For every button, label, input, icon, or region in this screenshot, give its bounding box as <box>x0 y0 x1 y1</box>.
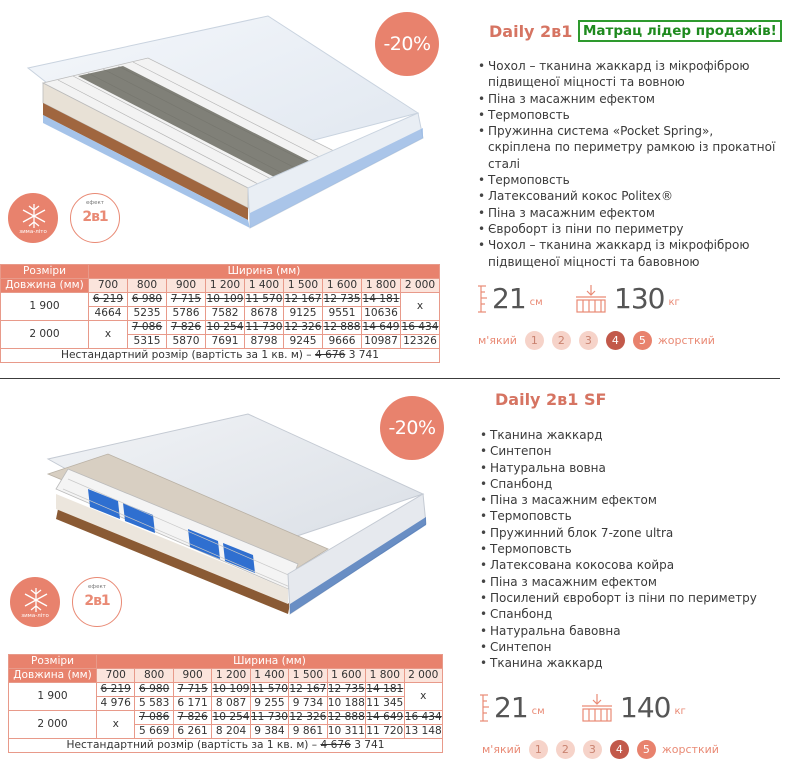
length-row-label: 1 900 <box>9 683 97 711</box>
width-col: 1 400 <box>250 669 288 683</box>
weight-load-icon <box>574 284 608 314</box>
new-price: 8 087 <box>212 697 250 711</box>
width-col: 1 400 <box>245 279 284 293</box>
length-row-label: 2 000 <box>9 711 97 739</box>
size-header: Розміри <box>1 265 89 279</box>
custom-size-new-price: 3 741 <box>348 349 380 361</box>
old-price: 14 181 <box>362 293 400 305</box>
season-badge <box>8 193 58 243</box>
feature-item: • Тканина жаккард <box>480 655 780 671</box>
new-price: 8798 <box>245 335 284 349</box>
new-price: 4 976 <box>97 697 135 711</box>
width-col: 800 <box>128 279 167 293</box>
height-spec <box>480 691 545 724</box>
old-price: 6 980 <box>135 683 173 697</box>
feature-list <box>478 58 778 270</box>
width-col: 1 600 <box>327 669 365 683</box>
feature-item: • Синтепон <box>480 443 780 459</box>
old-price: 7 086 <box>135 711 173 725</box>
old-price: 12 326 <box>289 711 327 723</box>
firmness-scale <box>482 740 719 759</box>
season-badge <box>10 577 60 627</box>
discount-badge: -20% <box>375 12 439 76</box>
width-header: Ширина (мм) <box>89 265 440 279</box>
old-price: 12 167 <box>289 683 327 695</box>
old-price: 10 109 <box>206 293 244 305</box>
width-col: 1 800 <box>362 279 401 293</box>
old-price: 10 254 <box>206 321 244 333</box>
firmness-level-1: 1 <box>529 740 548 759</box>
new-price: 5870 <box>167 335 206 349</box>
firmness-level-2: 2 <box>552 331 571 350</box>
old-price: 12 167 <box>284 293 322 305</box>
new-price: 10 188 <box>327 697 365 709</box>
old-price: 6 980 <box>128 293 167 307</box>
new-price: 11 720 <box>366 725 404 737</box>
height-icon <box>478 284 492 314</box>
width-col: 700 <box>89 279 128 293</box>
old-price: 6 219 <box>89 293 128 307</box>
new-price: 6 171 <box>173 697 211 711</box>
width-col: 1 800 <box>366 669 404 683</box>
old-price: 16 434 <box>404 711 442 723</box>
firmness-level-4: 4 <box>606 331 625 350</box>
custom-size-old-price: 4 676 <box>314 349 346 361</box>
custom-size-old-price: 4 676 <box>320 739 351 751</box>
feature-item: • Піна з масажним ефектом <box>478 205 778 221</box>
feature-list <box>480 427 780 671</box>
season-badge-text: зима-літо <box>19 229 47 235</box>
old-price: 12 326 <box>284 321 322 333</box>
old-price: 7 086 <box>128 321 167 335</box>
height-spec <box>478 282 543 315</box>
feature-item: • Термоповсть <box>480 541 780 557</box>
product-daily-2v1-sf <box>0 381 785 783</box>
new-price: 9666 <box>323 335 362 349</box>
new-price: 9 861 <box>289 725 327 739</box>
custom-size-new-price: 3 741 <box>354 739 385 751</box>
new-price: 9 384 <box>250 725 288 739</box>
length-row-label: 2 000 <box>1 321 89 349</box>
feature-item: • Піна з масажним ефектом <box>480 492 780 508</box>
firmness-level-1: 1 <box>525 331 544 350</box>
feature-item: • Євроборт із піни по периметру <box>478 221 778 237</box>
feature-item: • Термоповсть <box>480 508 780 524</box>
width-col: 1 500 <box>289 669 327 683</box>
new-price: 10987 <box>362 335 401 349</box>
old-price: 14 181 <box>366 683 404 695</box>
new-price: 10636 <box>362 307 401 321</box>
custom-size-label: Нестандартний розмір (вартість за 1 кв. м) – <box>60 349 312 361</box>
width-col: 2 000 <box>404 669 443 683</box>
price-table <box>8 654 443 753</box>
width-col: 1 500 <box>284 279 323 293</box>
feature-item: • Латексований кокос Politex® <box>478 188 778 204</box>
width-col: 800 <box>135 669 173 683</box>
new-price: 5786 <box>167 307 206 321</box>
feature-item: • Натуральна бавовна <box>480 623 780 639</box>
firmness-hard-label: жорсткий <box>661 743 719 756</box>
feature-item: • Спанбонд <box>480 476 780 492</box>
new-price: 5235 <box>128 307 167 321</box>
old-price: 7 826 <box>167 321 206 335</box>
effect-badge <box>72 577 122 627</box>
new-price: 9551 <box>323 307 362 321</box>
height-unit: см <box>529 297 543 308</box>
load-value: 130 <box>614 282 665 315</box>
new-price: 12326 <box>401 335 440 349</box>
feature-item: • Термоповсть <box>478 107 778 123</box>
new-price: 8678 <box>245 307 284 321</box>
feature-item: • Пружинний блок 7-zone ultra <box>480 525 780 541</box>
snowflake-sun-icon <box>9 194 59 244</box>
price-table <box>0 264 440 363</box>
firmness-level-4: 4 <box>610 740 629 759</box>
product-title: Daily 2в1 <box>489 22 573 41</box>
old-price: 11 570 <box>250 683 288 695</box>
new-price: 13 148 <box>404 725 442 737</box>
unavailable-mark: x <box>97 711 135 739</box>
custom-size-note <box>1 349 440 363</box>
height-value: 21 <box>494 691 528 724</box>
feature-item: • Посилений євроборт із піни по периметру <box>480 590 780 606</box>
snowflake-sun-icon <box>11 578 61 628</box>
unavailable-mark: x <box>401 293 440 321</box>
width-col: 900 <box>167 279 206 293</box>
new-price: 5315 <box>128 335 167 349</box>
feature-item: • Натуральна вовна <box>480 460 780 476</box>
old-price: 14 649 <box>366 711 404 723</box>
feature-item: • Чохол – тканина жаккард із мікрофіброю підвищеної міцності та бавовною <box>478 237 778 270</box>
old-price: 10 254 <box>212 711 250 723</box>
custom-size-label: Нестандартний розмір (вартість за 1 кв. м) – <box>66 739 318 751</box>
unavailable-mark: x <box>89 321 128 349</box>
new-price: 9 255 <box>250 697 288 711</box>
weight-load-icon <box>580 693 614 723</box>
firmness-hard-label: жорсткий <box>657 334 715 347</box>
firmness-level-3: 3 <box>583 740 602 759</box>
old-price: 11 730 <box>245 321 283 333</box>
discount-badge: -20% <box>380 396 444 460</box>
load-spec <box>574 282 680 315</box>
firmness-level-2: 2 <box>556 740 575 759</box>
firmness-soft-label: м'який <box>478 334 517 347</box>
feature-item: • Чохол – тканина жаккард із мікрофіброю підвищеної міцності та вовною <box>478 58 778 91</box>
load-value: 140 <box>620 691 671 724</box>
old-price: 12 735 <box>327 683 365 695</box>
width-col: 1 200 <box>206 279 245 293</box>
old-price: 7 826 <box>173 711 211 725</box>
feature-item: • Латексована кокосова койра <box>480 557 780 573</box>
new-price: 9125 <box>284 307 323 321</box>
load-unit: кг <box>674 706 686 717</box>
new-price: 7691 <box>206 335 245 349</box>
effect-badge-value: 2в1 <box>82 209 108 225</box>
effect-badge-label: ефект <box>88 584 106 590</box>
old-price: 16 434 <box>401 321 439 333</box>
feature-item: • Синтепон <box>480 639 780 655</box>
bestseller-badge: Матрац лідер продажів! <box>578 20 782 42</box>
firmness-soft-label: м'який <box>482 743 521 756</box>
width-col: 900 <box>173 669 211 683</box>
length-header: Довжина (мм) <box>1 279 89 293</box>
old-price: 10 109 <box>212 683 250 695</box>
width-header: Ширина (мм) <box>97 655 443 669</box>
feature-item: • Спанбонд <box>480 606 780 622</box>
new-price: 4664 <box>89 307 128 321</box>
old-price: 12 888 <box>327 711 365 723</box>
firmness-level-3: 3 <box>579 331 598 350</box>
product-daily-2v1 <box>0 0 785 380</box>
width-col: 1 600 <box>323 279 362 293</box>
new-price: 11 345 <box>366 697 404 709</box>
product-title: Daily 2в1 SF <box>495 390 607 409</box>
effect-badge <box>70 193 120 243</box>
effect-badge-label: ефект <box>86 200 104 206</box>
feature-item: • Тканина жаккард <box>480 427 780 443</box>
new-price: 6 261 <box>173 725 211 739</box>
height-unit: см <box>531 706 545 717</box>
new-price: 5 583 <box>135 697 173 711</box>
height-value: 21 <box>492 282 526 315</box>
old-price: 12 888 <box>323 321 361 333</box>
old-price: 11 730 <box>250 711 288 723</box>
custom-size-note <box>9 739 443 753</box>
size-header: Розміри <box>9 655 97 669</box>
firmness-level-5: 5 <box>633 331 652 350</box>
new-price: 5 669 <box>135 725 173 739</box>
section-divider <box>0 378 780 379</box>
firmness-scale <box>478 331 715 350</box>
old-price: 7 715 <box>167 293 206 307</box>
feature-item: • Термоповсть <box>478 172 778 188</box>
new-price: 10 311 <box>327 725 365 737</box>
length-row-label: 1 900 <box>1 293 89 321</box>
height-icon <box>480 693 494 723</box>
feature-item: • Піна з масажним ефектом <box>480 574 780 590</box>
load-unit: кг <box>668 297 680 308</box>
width-col: 1 200 <box>212 669 250 683</box>
unavailable-mark: x <box>404 683 443 711</box>
old-price: 6 219 <box>97 683 135 697</box>
width-col: 2 000 <box>401 279 440 293</box>
length-header: Довжина (мм) <box>9 669 97 683</box>
new-price: 9245 <box>284 335 323 349</box>
width-col: 700 <box>97 669 135 683</box>
old-price: 11 570 <box>245 293 283 305</box>
old-price: 14 649 <box>362 321 400 333</box>
effect-badge-value: 2в1 <box>84 593 110 609</box>
load-spec <box>580 691 686 724</box>
old-price: 12 735 <box>323 293 361 305</box>
feature-item: • Піна з масажним ефектом <box>478 91 778 107</box>
new-price: 7582 <box>206 307 245 321</box>
old-price: 7 715 <box>173 683 211 697</box>
feature-item: • Пружинна система «Pocket Spring», скріплена по периметру рамкою із прокатної сталі <box>478 123 778 172</box>
new-price: 8 204 <box>212 725 250 739</box>
season-badge-text: зима-літо <box>21 613 49 619</box>
firmness-level-5: 5 <box>637 740 656 759</box>
new-price: 9 734 <box>289 697 327 711</box>
